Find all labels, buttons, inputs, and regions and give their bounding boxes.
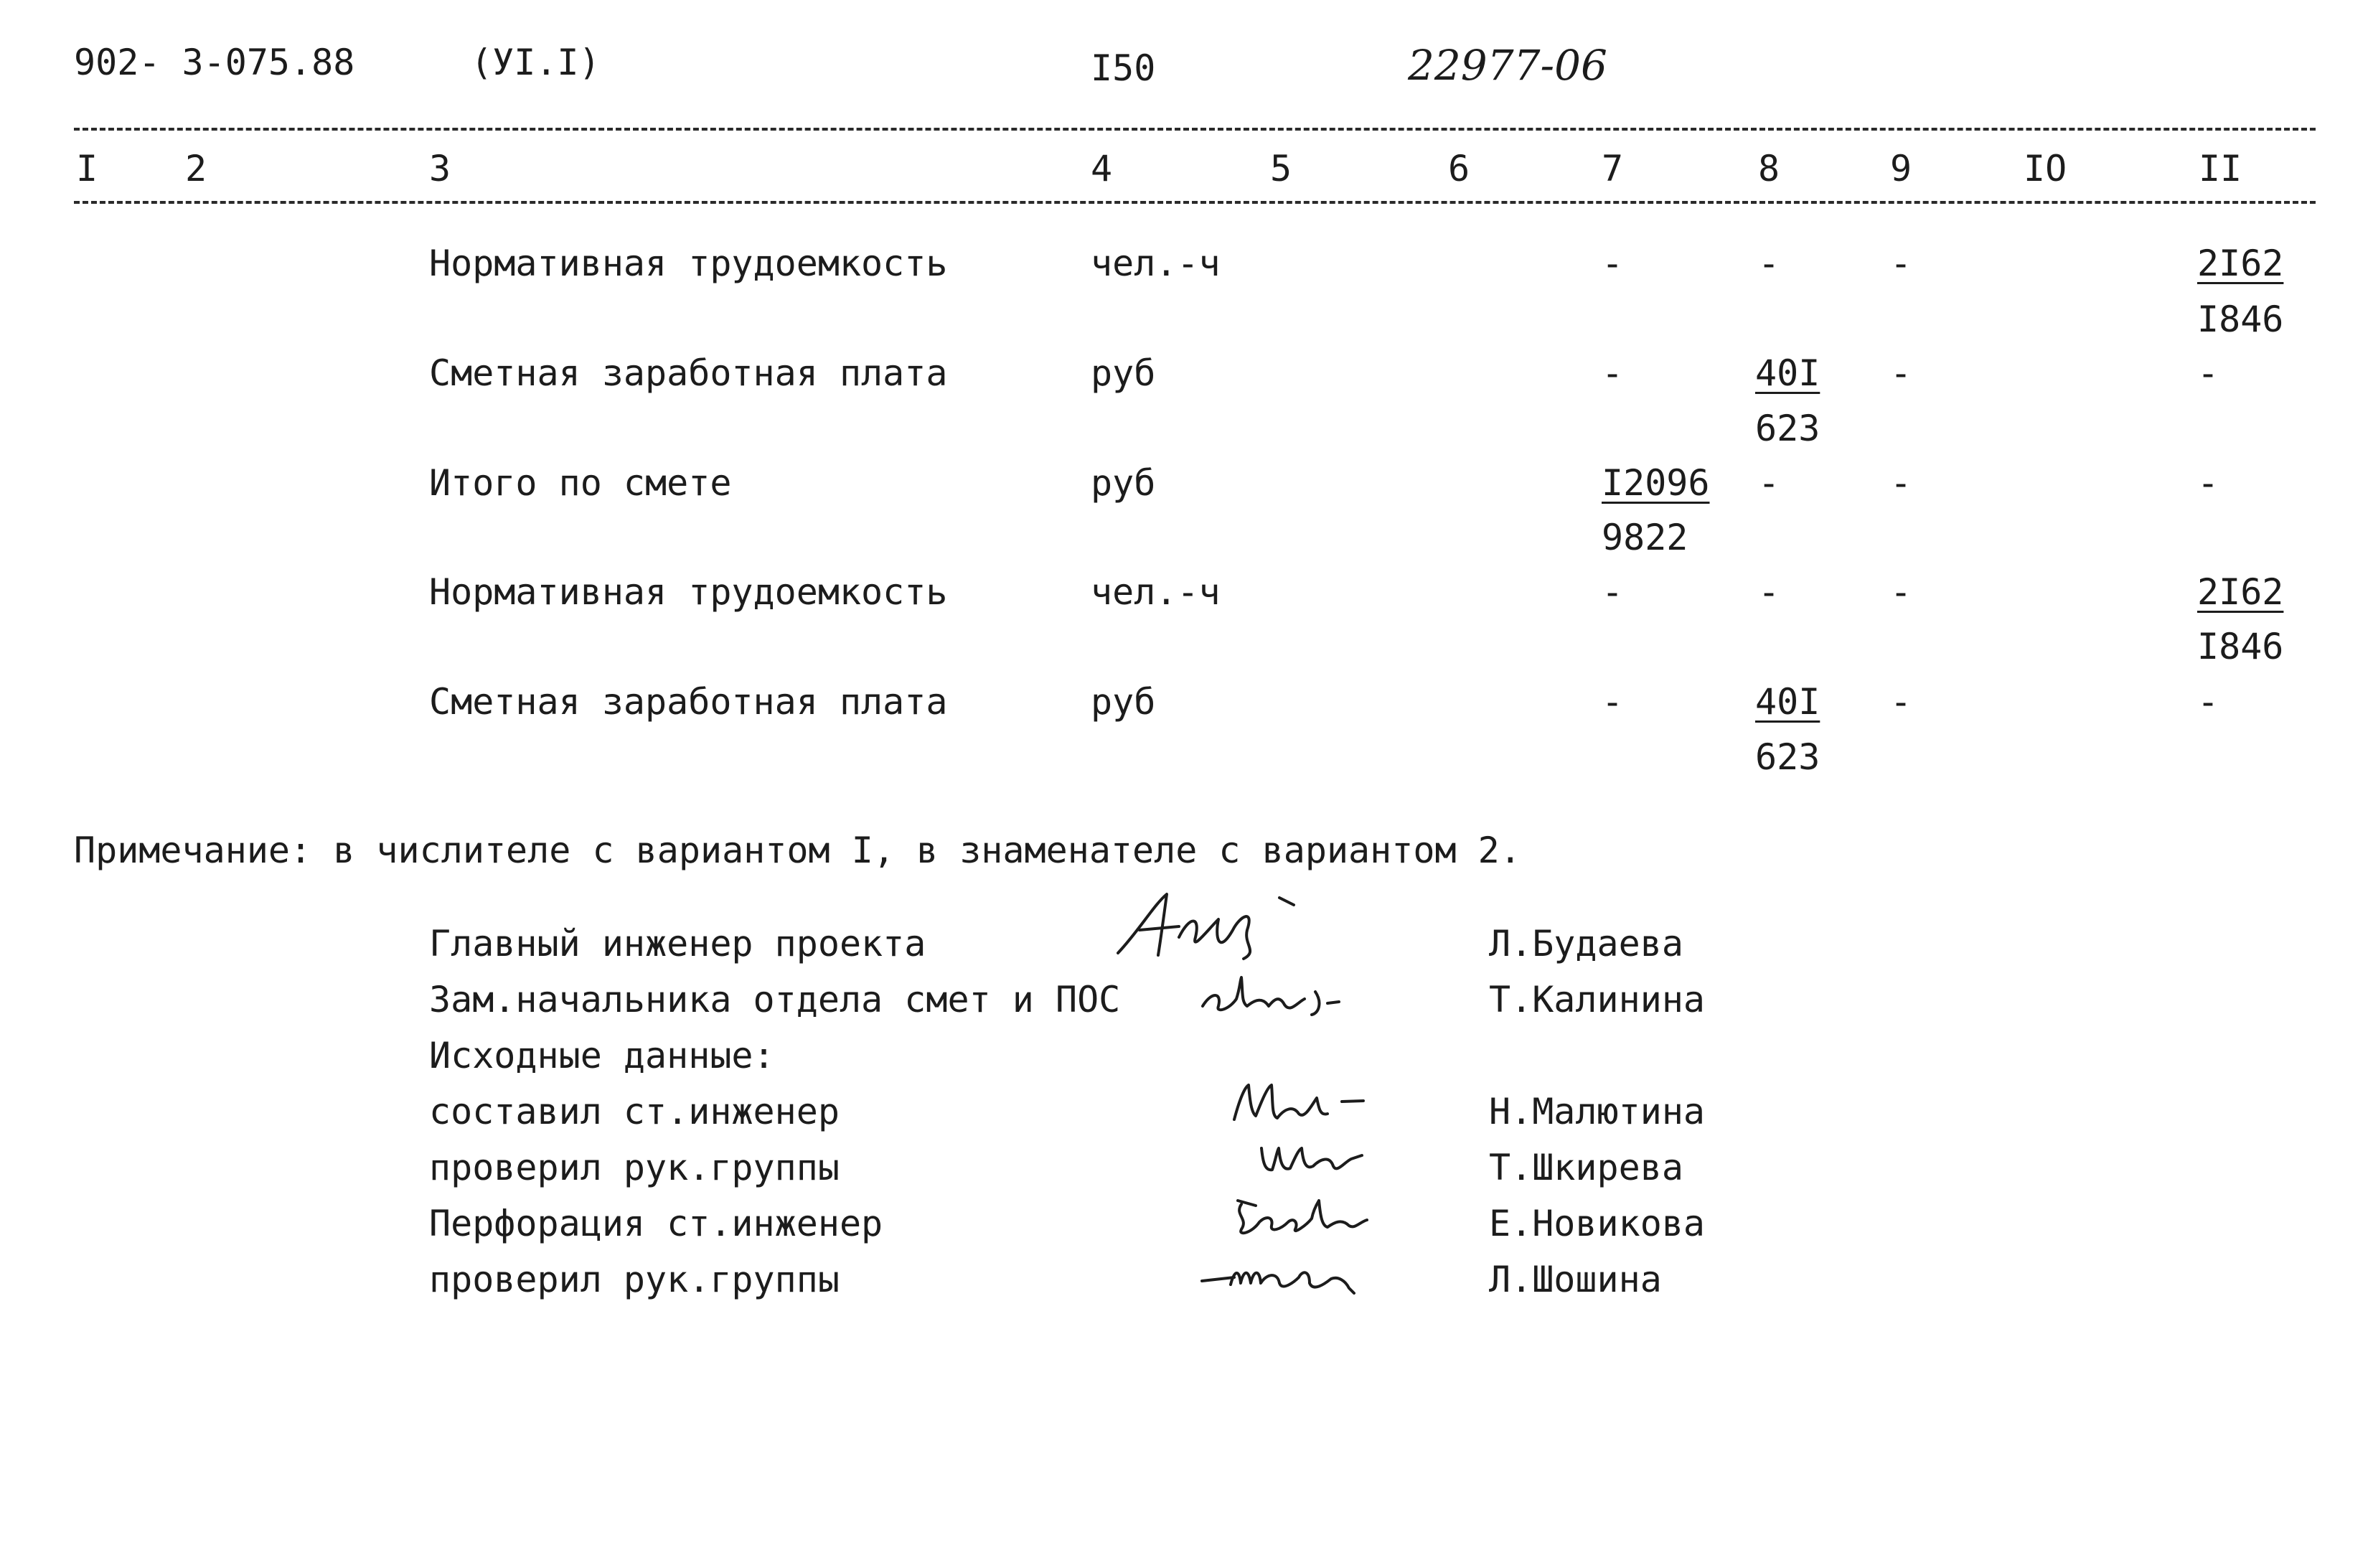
row-5-col8-denominator: 623 [1755, 736, 1820, 778]
column-header-9: 9 [1890, 148, 1912, 189]
signer-name-perforation: Е.Новикова [1489, 1203, 1706, 1244]
signer-name-compiled: Н.Малютина [1489, 1091, 1706, 1132]
row-5-name: Сметная заработная плата [429, 681, 948, 723]
row-3-name: Итого по смете [429, 462, 732, 504]
section-code: (УI.I) [471, 42, 601, 83]
signer-name-chief-engineer: Л.Будаева [1489, 923, 1683, 964]
row-1-name: Нормативная трудоемкость [429, 243, 948, 284]
row-5-col8-numerator: 40I [1755, 681, 1820, 723]
row-3-unit: руб [1091, 462, 1156, 504]
column-header-5: 5 [1270, 148, 1292, 189]
footnote: Примечание: в числителе с вариантом I, в знаменателе с вариантом 2. [74, 830, 1521, 871]
signer-name-deputy-head: Т.Калинина [1489, 979, 1706, 1020]
row-1-col7: - [1602, 243, 1624, 284]
row-5-unit: руб [1091, 681, 1156, 723]
column-header-11: II [2199, 148, 2242, 189]
signer-role-deputy-head: Зам.начальника отдела смет и ПОС [429, 979, 1121, 1020]
row-4-col7: - [1602, 571, 1624, 613]
header-top-rule [74, 128, 2316, 131]
column-header-1: I [76, 148, 98, 189]
row-3-col11: - [2197, 462, 2219, 504]
row-2-col9: - [1890, 352, 1912, 394]
row-5-col9: - [1890, 681, 1912, 723]
row-2-name: Сметная заработная плата [429, 352, 948, 394]
page-number: I50 [1091, 47, 1156, 89]
row-2-col7: - [1602, 352, 1624, 394]
row-3-col7-numerator: I2096 [1602, 462, 1710, 504]
row-4-col9: - [1890, 571, 1912, 613]
signature-malyutina [1227, 1076, 1371, 1134]
column-header-8: 8 [1758, 148, 1780, 189]
signature-kalinina [1197, 970, 1348, 1020]
inventory-number: 22977-06 [1408, 41, 1607, 90]
row-4-col8: - [1758, 571, 1780, 613]
column-header-10: IO [2024, 148, 2067, 189]
row-1-col11-numerator: 2I62 [2197, 243, 2284, 284]
row-3-col9: - [1890, 462, 1912, 504]
row-1-col9: - [1890, 243, 1912, 284]
signature-budaeva [1111, 887, 1312, 966]
signer-role-checked-2: проверил рук.группы [429, 1259, 840, 1300]
row-2-col8-denominator: 623 [1755, 408, 1820, 449]
row-1-unit: чел.-ч [1091, 243, 1221, 284]
column-header-4: 4 [1091, 148, 1113, 189]
signature-shoshina [1195, 1249, 1396, 1306]
row-4-unit: чел.-ч [1091, 571, 1221, 613]
row-3-col8: - [1758, 462, 1780, 504]
signer-role-perforation: Перфорация ст.инженер [429, 1203, 883, 1244]
row-1-col11-denominator: I846 [2197, 299, 2284, 340]
row-3-col7-denominator: 9822 [1602, 517, 1688, 558]
row-5-col11: - [2197, 681, 2219, 723]
signer-role-checked-1: проверил рук.группы [429, 1147, 840, 1188]
source-data-heading: Исходные данные: [429, 1035, 775, 1076]
row-4-col11-numerator: 2I62 [2197, 571, 2284, 613]
signer-name-checked-2: Л.Шошина [1489, 1259, 1662, 1300]
signature-novikova [1227, 1190, 1378, 1247]
row-2-unit: руб [1091, 352, 1156, 394]
row-4-name: Нормативная трудоемкость [429, 571, 948, 613]
row-1-col8: - [1758, 243, 1780, 284]
row-4-col11-denominator: I846 [2197, 626, 2284, 667]
column-header-7: 7 [1602, 148, 1624, 189]
column-header-3: 3 [429, 148, 451, 189]
signer-role-compiled: составил ст.инженер [429, 1091, 840, 1132]
signer-role-chief-engineer: Главный инженер проекта [429, 923, 926, 964]
column-header-2: 2 [185, 148, 207, 189]
row-5-col7: - [1602, 681, 1624, 723]
column-header-6: 6 [1448, 148, 1470, 189]
row-2-col8-numerator: 40I [1755, 352, 1820, 394]
header-bottom-rule [74, 201, 2316, 204]
row-2-col11: - [2197, 352, 2219, 394]
signature-shkireva [1254, 1134, 1369, 1184]
signer-name-checked-1: Т.Шкирева [1489, 1147, 1683, 1188]
document-code: 902- 3-075.88 [74, 42, 355, 83]
